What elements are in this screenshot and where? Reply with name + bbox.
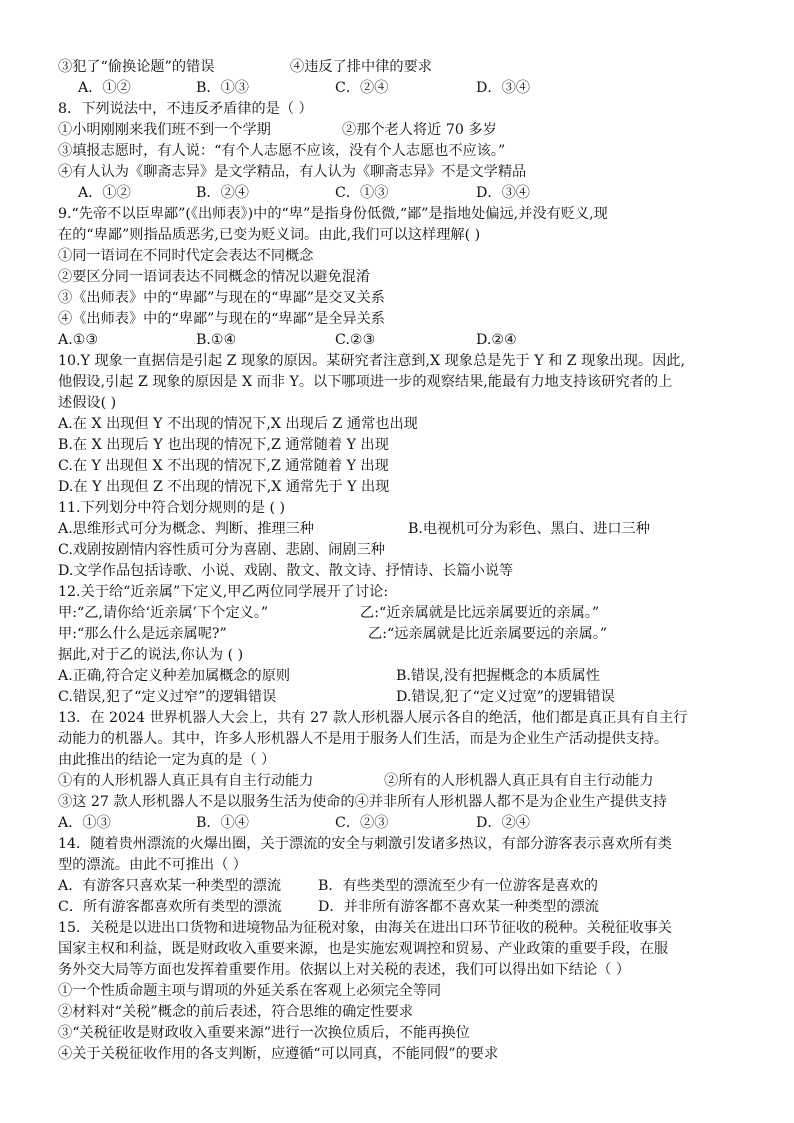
text-line: A．有游客只喜欢某一种类型的漂流 xyxy=(58,878,282,894)
text-line: ②那个老人将近 70 多岁 xyxy=(342,122,497,138)
text-line: D．③④ xyxy=(476,80,530,96)
text-line: 型的漂流。由此不可推出（ ） xyxy=(58,857,247,873)
text-line: B．②④ xyxy=(196,185,249,201)
text-line: C．所有游客都喜欢所有类型的漂流 xyxy=(58,899,282,915)
text-line: ②所有的人形机器人真正具有自主行动能力 xyxy=(384,773,654,789)
text-line: 11.下列划分中符合划分规则的是 ( ) xyxy=(58,500,286,516)
text-line: C.在 Y 出现但 X 不出现的情况下,Z 通常随着 Y 出现 xyxy=(58,458,389,474)
text-line: A.正确,符合定义种差加属概念的原则 xyxy=(58,668,291,684)
text-line: 13．在 2024 世界机器人大会上，共有 27 款人形机器人展示各自的绝活，他们都是真正具有自主行 xyxy=(58,710,688,726)
text-line: 甲:“乙,请你给‘近亲属’下个定义。” xyxy=(58,605,269,621)
text-line: ③填报志愿时，有人说：“有个人志愿不应该，没有个人志愿也不应该。” xyxy=(58,143,506,159)
text-line: C.②③ xyxy=(335,332,376,348)
text-line: 12.关于给“近亲属”下定义,甲乙两位同学展开了讨论: xyxy=(58,584,389,600)
text-line: C．②③ xyxy=(335,815,389,831)
text-line: A.在 X 出现但 Y 不出现的情况下,X 出现后 Z 通常也出现 xyxy=(58,416,418,432)
text-line: 他假设,引起 Z 现象的原因是 X 而非 Y。以下哪项进一步的观察结果,能最有力地支持该研究者的上 xyxy=(58,374,673,390)
text-line: 务外交大局等方面也发挥着重要作用。依据以上对关税的表述，我们可以得出如下结论（ ） xyxy=(58,962,631,978)
text-line: ②材料对“关税”概念的前后表述，符合思维的确定性要求 xyxy=(58,1004,414,1020)
text-line: ③犯了“偷换论题”的错误 xyxy=(58,59,215,75)
text-line: A.思维形式可分为概念、判断、推理三种 xyxy=(58,521,314,537)
text-line: 动能力的机器人。其中，许多人形机器人不是用于服务人们生活，而是为企业生产活动提供支持。 xyxy=(58,731,669,747)
text-line: D．并非所有游客都不喜欢某一种类型的漂流 xyxy=(318,899,599,915)
text-line: ④关于关税征收作用的各支判断，应遵循“可以同真，不能同假”的要求 xyxy=(58,1046,499,1062)
text-line: ④违反了排中律的要求 xyxy=(290,59,432,75)
text-line: ①同一语词在不同时代定会表达不同概念 xyxy=(58,248,314,264)
text-line: ①一个性质命题主项与谓项的外延关系在客观上必须完全等同 xyxy=(58,983,442,999)
text-line: D．③④ xyxy=(476,185,530,201)
text-line: C．①③ xyxy=(335,185,389,201)
text-line: D.②④ xyxy=(476,332,517,348)
text-line: D．②④ xyxy=(476,815,530,831)
text-line: A．①② xyxy=(78,80,131,96)
text-line: C．②④ xyxy=(335,80,389,96)
text-line: 8．下列说法中，不违反矛盾律的是（ ） xyxy=(58,101,313,117)
text-line: 述假设( ) xyxy=(58,395,117,411)
text-line: ③“关税征收是财政收入重要来源”进行一次换位质后，不能再换位 xyxy=(58,1025,470,1041)
text-line: D.错误,犯了“定义过宽”的逻辑错误 xyxy=(396,689,615,705)
text-line: A.①③ xyxy=(58,332,99,348)
text-line: 甲:“那么什么是远亲属呢?” xyxy=(58,626,227,642)
text-line: 15．关税是以进出口货物和进境物品为征税对象，由海关在进出口环节征收的税种。关税征收事关 xyxy=(58,920,672,936)
text-line: B.错误,没有把握概念的本质属性 xyxy=(396,668,600,684)
text-line: 在的“卑鄙”则指品质恶劣,已变为贬义词。由此,我们可以这样理解( ) xyxy=(58,227,481,243)
text-line: 乙:“近亲属就是比远亲属要近的亲属。” xyxy=(360,605,600,621)
text-line: D.在 Y 出现但 Z 不出现的情况下,X 通常先于 Y 出现 xyxy=(58,479,390,495)
text-line: B．有些类型的漂流至少有一位游客是喜欢的 xyxy=(318,878,598,894)
text-line: B.电视机可分为彩色、黑白、进口三种 xyxy=(408,521,650,537)
text-line: B.①④ xyxy=(196,332,237,348)
text-line: A．①③ xyxy=(58,815,111,831)
text-line: ③《出师表》中的“卑鄙”与现在的“卑鄙”是交叉关系 xyxy=(58,290,385,306)
text-line: ②要区分同一语词表达不同概念的情况以避免混淆 xyxy=(58,269,371,285)
text-line: 9.“先帝不以臣卑鄙”(《出师表》)中的“卑”是指身份低微,“鄙”是指地处偏远,并没有贬义,现 xyxy=(58,206,608,222)
text-line: ①小明刚刚来我们班不到一个学期 xyxy=(58,122,271,138)
text-line: 乙:“远亲属就是比近亲属要远的亲属。” xyxy=(368,626,608,642)
text-line: 由此推出的结论一定为真的是（ ） xyxy=(58,752,276,768)
text-line: ④《出师表》中的“卑鄙”与现在的“卑鄙”是全异关系 xyxy=(58,311,385,327)
text-line: D.文学作品包括诗歌、小说、戏剧、散文、散文诗、抒情诗、长篇小说等 xyxy=(58,563,514,579)
text-line: B．①④ xyxy=(196,815,249,831)
text-line: 国家主权和利益，既是财政收入重要来源，也是实施宏观调控和贸易、产业政策的重要手段，在服 xyxy=(58,941,669,957)
text-line: ①有的人形机器人真正具有自主行动能力 xyxy=(58,773,314,789)
text-line: ③这 27 款人形机器人不是以服务生活为使命的④并非所有人形机器人都不是为企业生产提供支持 xyxy=(58,794,667,810)
text-line: 据此,对于乙的说法,你认为 ( ) xyxy=(58,647,244,663)
text-line: C.错误,犯了“定义过窄”的逻辑错误 xyxy=(58,689,277,705)
text-line: A．①② xyxy=(78,185,131,201)
text-line: 14．随着贵州漂流的火爆出圈，关于漂流的安全与刺激引发诸多热议，有部分游客表示喜欢所有类 xyxy=(58,836,672,852)
text-line: 10.Y 现象一直据信是引起 Z 现象的原因。某研究者注意到,X 现象总是先于 Y 和 Z 现象出现。因此, xyxy=(58,353,685,369)
text-line: B.在 X 出现后 Y 也出现的情况下,Z 通常随着 Y 出现 xyxy=(58,437,389,453)
text-line: C.戏剧按剧情内容性质可分为喜剧、悲剧、闹剧三种 xyxy=(58,542,385,558)
text-line: B．①③ xyxy=(196,80,249,96)
text-line: ④有人认为《聊斋志异》是文学精品，有人认为《聊斋志异》不是文学精品 xyxy=(58,164,527,180)
